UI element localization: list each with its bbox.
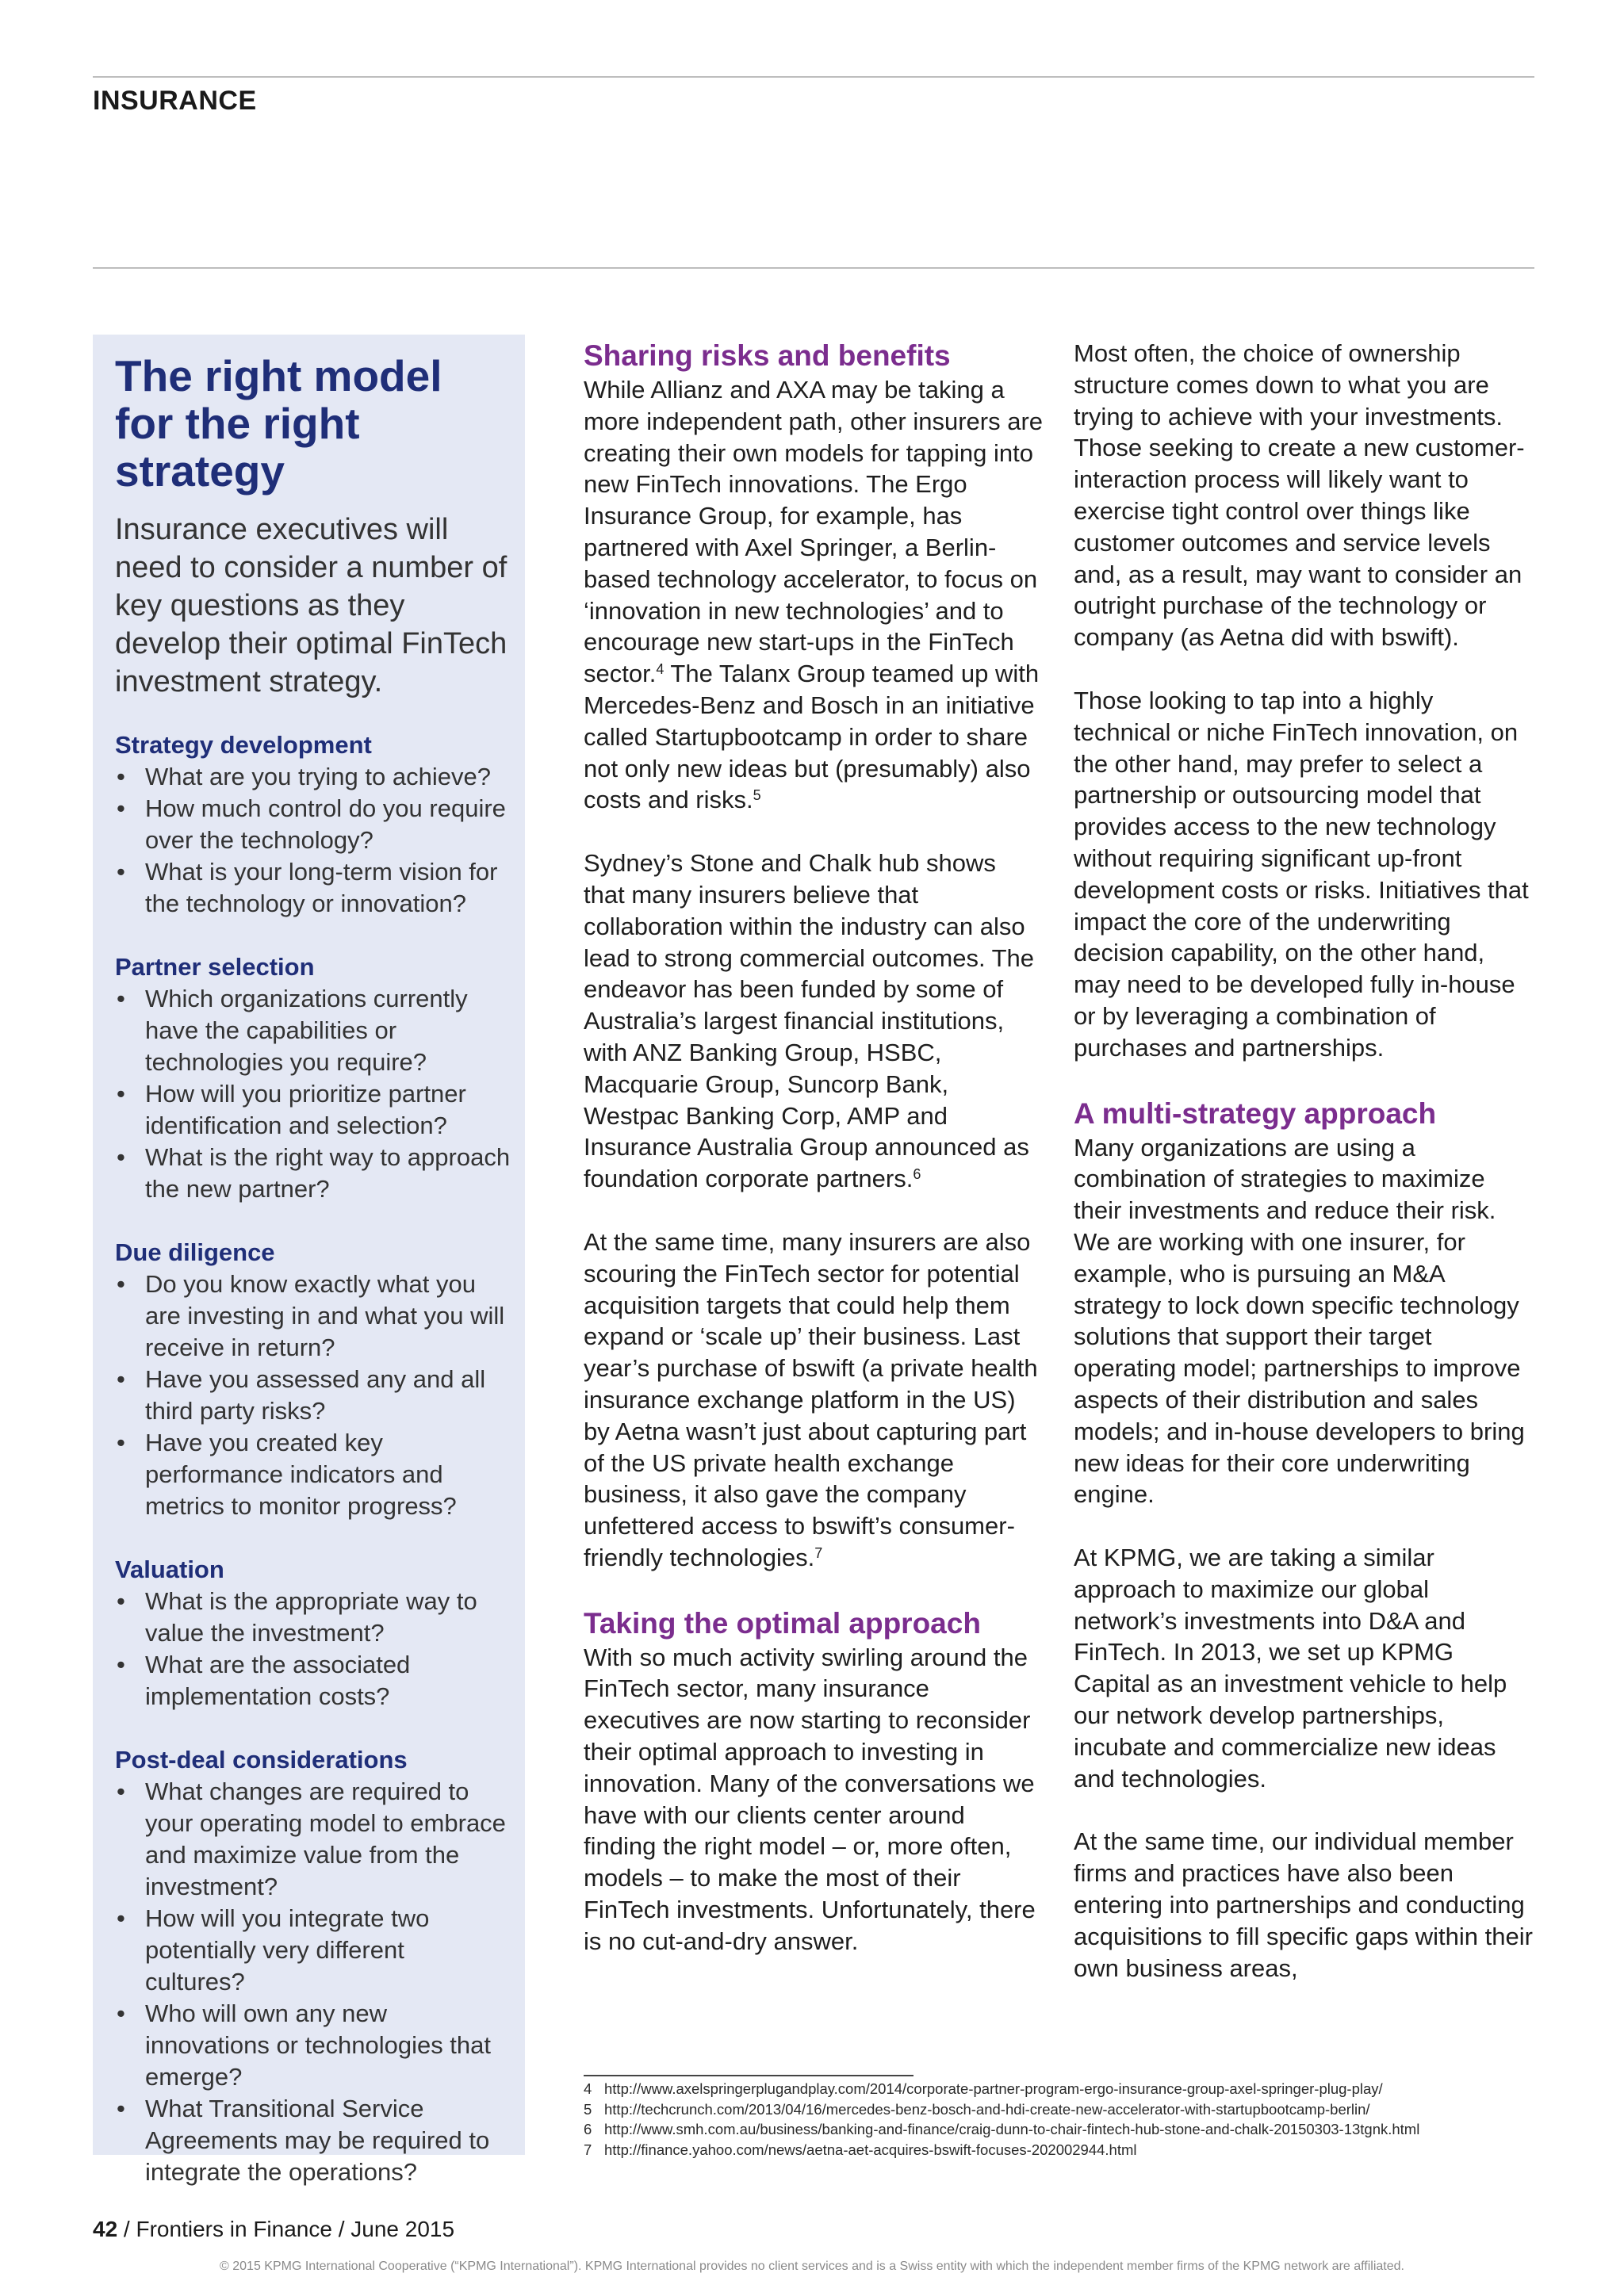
question-item: • How much control do you require over the technology? xyxy=(117,794,506,854)
question-item: • What changes are required to your operating model to embrace and maximize value from the investment? xyxy=(117,1777,506,1900)
footnotes xyxy=(584,2079,1535,2160)
sidebar-group-heading: Strategy development xyxy=(115,731,372,759)
question-item: • Do you know exactly what you are investing in and what you will receive in return? xyxy=(117,1270,505,1361)
footnote-link[interactable]: http://www.smh.com.au/business/banking-and-finance/craig-dunn-to-chair-fintech-hub-stone-and-chalk-20150303-13tgnk.html xyxy=(604,2121,1420,2137)
footnote-item: 7 http://finance.yahoo.com/news/aetna-aet-acquires-bswift-focuses-202002944.html xyxy=(584,2141,1137,2158)
sidebar-group-heading: Post-deal considerations xyxy=(115,1746,408,1774)
sidebar-group-strategy xyxy=(115,729,511,920)
footnote-ref: 5 xyxy=(753,787,761,804)
question-item: • Who will own any new innovations or technologies that emerge? xyxy=(117,1999,492,2091)
article-column-1 xyxy=(584,338,1044,1989)
paragraph: Most often, the choice of ownership structure comes down to what you are trying to achieve with your investments. Those seeking to create a new customer-interaction process will likely want to exercise tight control over things like customer outcomes and service levels and, as a result, may want to consider an outright purchase of the technology or company (as Aetna did with bswift). xyxy=(1074,339,1525,652)
sidebar-question-list xyxy=(115,761,511,920)
footnote-ref: 4 xyxy=(656,661,665,678)
page-footer xyxy=(93,2217,454,2242)
paragraph: While Allianz and AXA may be taking a more independent path, other insurers are creating their own models for tapping into new FinTech innovations. The Ergo Insurance Group, for example, has partnered with Axel Springer, a Berlin-based technology accelerator, to focus on ‘innovation in new technologies’ and to encourage new start-ups in the FinTech sector.$^4$ The Talanx Group teamed up with Mercedes-Benz and Bosch in an initiative called Startupbootcamp in order to share not only new ideas but (presumably) also costs and risks.$^5$ xyxy=(584,376,1044,814)
page-number: 42 xyxy=(93,2217,118,2241)
header-rule-bottom xyxy=(93,267,1534,269)
question-item: • What is the right way to approach the new partner? xyxy=(117,1143,511,1203)
footnote-ref: 6 xyxy=(913,1166,921,1183)
question-item: • Have you assessed any and all third party risks? xyxy=(117,1365,486,1425)
section-heading-optimal-approach: Taking the optimal approach xyxy=(584,1606,981,1640)
sidebar-panel xyxy=(93,335,525,2186)
footnote-ref: 7 xyxy=(814,1544,823,1561)
paragraph: At the same time, many insurers are also scouring the FinTech sector for potential acquisition targets that could help them expand or ‘scale up’ their business. Last year’s purchase of bswift (a private health insurance exchange platform in the US) by Aetna wasn’t just about capturing part of the US private health exchange business, it also gave the company unfettered access to bswift’s consumer-friendly technologies.$^7$ xyxy=(584,1227,1038,1571)
paragraph: Those looking to tap into a highly technical or niche FinTech innovation, on the other hand, may prefer to select a partnership or outsourcing model that provides access to the new technology without requiring significant up-front development costs or risks. Initiatives that impact the core of the underwriting decision capability, on the other hand, may need to be developed fully in-house or by leveraging a combination of purchases and partnerships. xyxy=(1074,686,1529,1062)
question-item: • What are the associated implementation costs? xyxy=(117,1651,411,1710)
section-heading-multi-strategy: A multi-strategy approach xyxy=(1074,1096,1437,1130)
footnote-link[interactable]: http://techcrunch.com/2013/04/16/mercedes-benz-bosch-and-hdi-create-new-accelerator-with-startupbootcamp-berlin/ xyxy=(604,2100,1370,2118)
publication-info: / Frontiers in Finance / June 2015 xyxy=(117,2217,455,2241)
paragraph: With so much activity swirling around the FinTech sector, many insurance executives are now starting to reconsider their optimal approach to investing in innovation. Many of the conversations we have with our clients center around finding the right model – or, more often, models – to make the most of their FinTech investments. Unfortunately, there is no cut-and-dry answer. xyxy=(584,1643,1036,1955)
sidebar-question-list xyxy=(115,983,511,1205)
sidebar-question-list xyxy=(115,1586,511,1712)
sidebar-question-list xyxy=(115,1776,511,2188)
question-item: • Which organizations currently have the capabilities or technologies you require? xyxy=(117,985,468,1076)
footnote-item: 6 http://www.smh.com.au/business/banking-and-finance/craig-dunn-to-chair-fintech-hub-stone-and-chalk-20150303-13tgnk.html xyxy=(584,2121,1420,2137)
sidebar-intro: Insurance executives will need to consider a number of key questions as they develop their optimal FinTech investment strategy. xyxy=(115,513,508,698)
section-heading-sharing-risks: Sharing risks and benefits xyxy=(584,339,951,372)
sidebar-group-due-diligence xyxy=(115,1237,511,1522)
question-item: • What Transitional Service Agreements may be required to integrate the operations? xyxy=(117,2095,490,2186)
article-column-2 xyxy=(1074,338,1534,2015)
footnote-link[interactable]: http://finance.yahoo.com/news/aetna-aet-acquires-bswift-focuses-202002944.html xyxy=(604,2141,1137,2158)
sidebar-group-heading: Partner selection xyxy=(115,953,315,981)
sidebar-group-heading: Due diligence xyxy=(115,1238,275,1266)
footnote-link[interactable]: http://www.axelspringerplugandplay.com/2014/corporate-partner-program-ergo-insurance-group-axel-springer-plug-play/ xyxy=(604,2080,1383,2097)
question-item: • What is your long-term vision for the technology or innovation? xyxy=(117,858,498,917)
sidebar-group-valuation xyxy=(115,1554,511,1712)
paragraph: At KPMG, we are taking a similar approach to maximize our global network’s investments into D&A and FinTech. In 2013, we set up KPMG Capital as an investment vehicle to help our network develop partnerships, incubate and commercialize new ideas and technologies. xyxy=(1074,1544,1507,1793)
paragraph: At the same time, our individual member firms and practices have also been entering into partnerships and conducting acquisitions to fill specific gaps within their own business areas, xyxy=(1074,1827,1533,1982)
footnote-divider xyxy=(584,2075,914,2076)
section-label: INSURANCE xyxy=(93,86,257,116)
paragraph: Many organizations are using a combination of strategies to maximize their investments and reduce their risk. We are working with one insurer, for example, who is pursuing an M&A strategy to lock down specific technology solutions that support their target operating model; partnerships to improve aspects of their distribution and sales models; and in-house developers to bring new ideas for their core underwriting engine. xyxy=(1074,1133,1525,1509)
question-item: • How will you integrate two potentially very different cultures? xyxy=(117,1904,430,1996)
question-item: • What are you trying to achieve? xyxy=(117,763,491,790)
copyright-notice: © 2015 KPMG International Cooperative (“KPMG International”). KPMG International provides no client services and is a Swiss entity with which the independent member firms of the KPMG network are affiliated. xyxy=(220,2260,1404,2273)
sidebar-question-list xyxy=(115,1269,511,1522)
sidebar-group-post-deal xyxy=(115,1744,511,2188)
paragraph: Sydney’s Stone and Chalk hub shows that many insurers believe that collaboration within the industry can also lead to strong commercial outcomes. The endeavor has been funded by some of Australia’s largest financial institutions, with ANZ Banking Group, HSBC, Macquarie Group, Suncorp Bank, Westpac Banking Corp, AMP and Insurance Australia Group announced as foundation corporate partners.$^6$ xyxy=(584,849,1035,1193)
question-item: • Have you created key performance indicators and metrics to monitor progress? xyxy=(117,1429,457,1520)
sidebar-title: The right model for the right strategy xyxy=(115,351,442,496)
question-item: • What is the appropriate way to value the investment? xyxy=(117,1587,477,1647)
header-rule-top xyxy=(93,76,1534,78)
footnote-item: 5 http://techcrunch.com/2013/04/16/mercedes-benz-bosch-and-hdi-create-new-accelerator-with-startupbootcamp-berlin/ xyxy=(584,2100,1370,2118)
question-item: • How will you prioritize partner identification and selection? xyxy=(117,1080,466,1139)
sidebar-group-partner xyxy=(115,951,511,1205)
footnote-item: 4 http://www.axelspringerplugandplay.com/2014/corporate-partner-program-ergo-insurance-group-axel-springer-plug-play/ xyxy=(584,2080,1383,2097)
sidebar-group-heading: Valuation xyxy=(115,1556,224,1583)
